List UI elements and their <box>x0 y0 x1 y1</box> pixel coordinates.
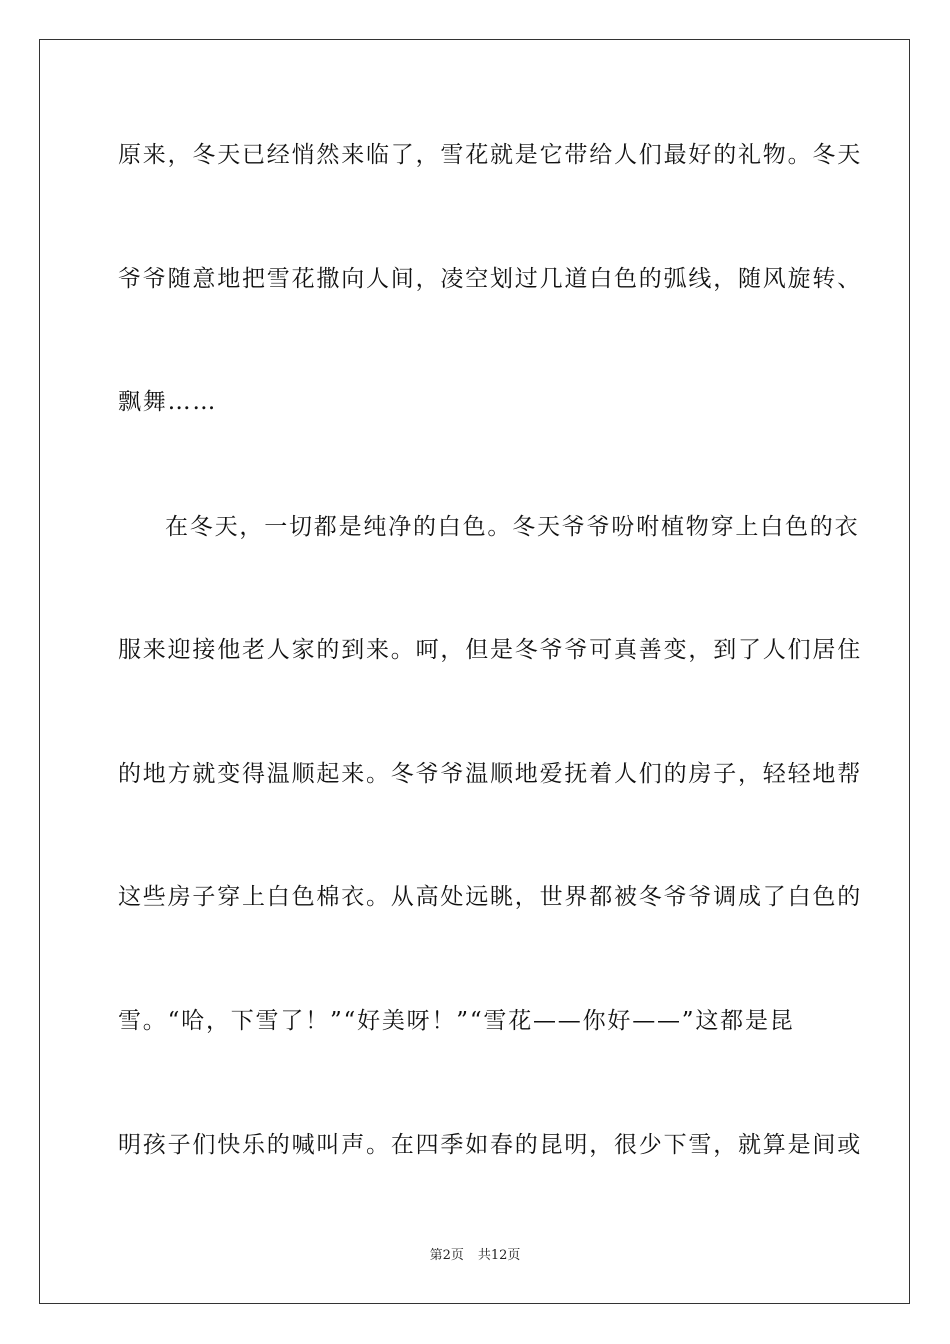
text-line: 飘舞…… <box>118 389 218 415</box>
text-line: 雪。“哈，下雪了！”“好美呀！”“雪花——你好——”这都是昆 <box>118 1008 795 1034</box>
page-footer <box>0 1248 950 1264</box>
text-line: 原来，冬天已经悄然来临了，雪花就是它带给人们最好的礼物。冬天 <box>118 142 862 168</box>
text-line: 的地方就变得温顺起来。冬爷爷温顺地爱抚着人们的房子，轻轻地帮 <box>118 761 862 787</box>
text-line: 爷爷随意地把雪花撒向人间，凌空划过几道白色的弧线，随风旋转、 <box>118 266 862 292</box>
total-pages: 共12页 <box>477 1248 521 1263</box>
page-number: 第2页 <box>429 1248 464 1263</box>
text-line: 服来迎接他老人家的到来。呵，但是冬爷爷可真善变，到了人们居住 <box>118 637 862 663</box>
text-line-indented: 在冬天，一切都是纯净的白色。冬天爷爷吩咐植物穿上白色的衣 <box>165 514 860 540</box>
text-line: 明孩子们快乐的喊叫声。在四季如春的昆明，很少下雪，就算是间或 <box>118 1132 862 1158</box>
page-frame <box>39 39 910 1304</box>
text-line: 这些房子穿上白色棉衣。从高处远眺，世界都被冬爷爷调成了白色的 <box>118 884 862 910</box>
